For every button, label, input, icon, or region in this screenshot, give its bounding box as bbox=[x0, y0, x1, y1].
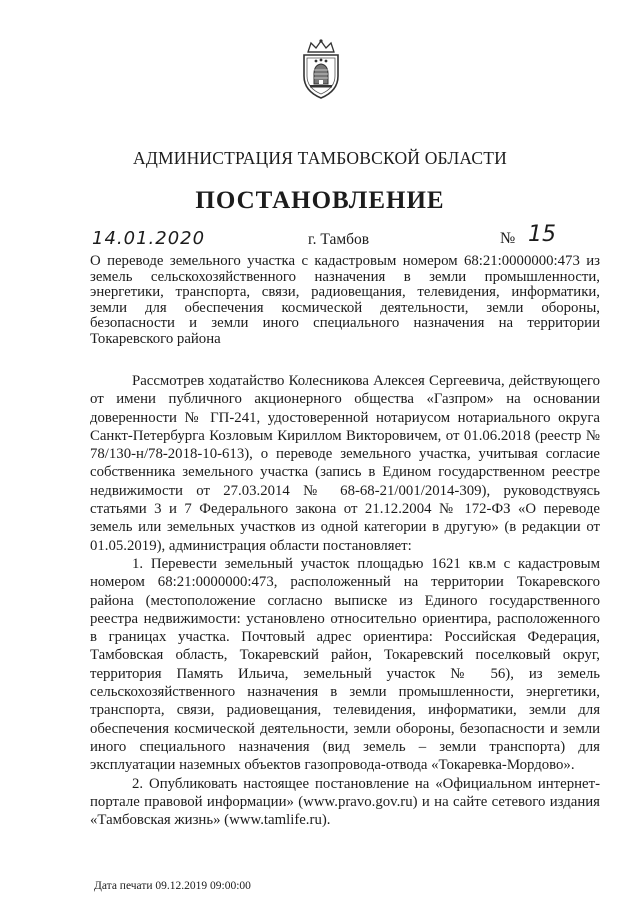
document-body bbox=[90, 372, 600, 829]
issuing-authority: АДМИНИСТРАЦИЯ ТАМБОВСКОЙ ОБЛАСТИ bbox=[133, 148, 507, 168]
number-sign: № bbox=[500, 230, 516, 247]
handwritten-document-number: 15 bbox=[528, 222, 556, 247]
document-subject: О переводе земельного участка с кадастровым номером 68:21:0000000:473 из земель сельскохозяйственного назначения в земли промышленности, энергетики, транспорта, связи, радиовещания, телевидения, информатики, земли для обеспечения космической деятельности, земли обороны, безопасности и земли иного специального назначения на территории Токаревского района bbox=[90, 253, 600, 347]
issue-city: г. Тамбов bbox=[308, 231, 370, 248]
item-1-paragraph: 1. Перевести земельный участок площадью 1621 кв.м с кадастровым номером 68:21:0000000:473, расположенный на территории Токаревского района (местоположение согласно выписке из Единого государственного реестра недвижимости: установлено относительно ориентира, расположенного в границах участка. Почтовый адрес ориентира: Российская Федерация, Тамбовская область, Токаревский район, Токаревский поселковый округ, территория Память Ильича, земельный участок № 56), из земель сельскохозяйственного назначения в земли промышленности, энергетики, транспорта, связи, радиовещания, телевидения, информатики, земли для обеспечения космической деятельности, земли обороны, безопасности и земли иного специального назначения (вид земель – земли транспорта) для эксплуатации наземных объектов газопровода-отвода «Токаревка-Мордово». bbox=[90, 555, 600, 774]
tambov-coat-of-arms-icon bbox=[296, 38, 346, 100]
item-2-paragraph: 2. Опубликовать настоящее постановление на «Официальном интернет-портале правовой информации» (www.pravo.gov.ru) и на сайте сетевого издания «Тамбовская жизнь» (www.tamlife.ru). bbox=[90, 775, 600, 829]
preamble-paragraph: Рассмотрев ходатайство Колесникова Алексея Сергеевича, действующего от имени публичного акционерного общества «Газпром» на основании доверенности № ГП-241, удостоверенной нотариусом нотариального округа Санкт-Петербурга Козловым Кириллом Викторовичем, от 01.06.2018 (реестр № 78/130-н/78-2018-10-613), о переводе земельного участка, учитывая согласие собственника земельного участка (запись в Едином государственном реестре недвижимости от 27.03.2014 № 68-68-21/001/2014-309), руководствуясь статьями 3 и 7 Федерального закона от 21.12.2004 № 172-ФЗ «О переводе земель или земельных участков из одной категории в другую» (в редакции от 01.05.2019), администрация области постановляет: bbox=[90, 373, 600, 554]
document-type-title: ПОСТАНОВЛЕНИЕ bbox=[195, 187, 445, 214]
print-date-footer: Дата печати 09.12.2019 09:00:00 bbox=[94, 880, 251, 892]
handwritten-date: 14.01.2020 bbox=[92, 228, 206, 249]
